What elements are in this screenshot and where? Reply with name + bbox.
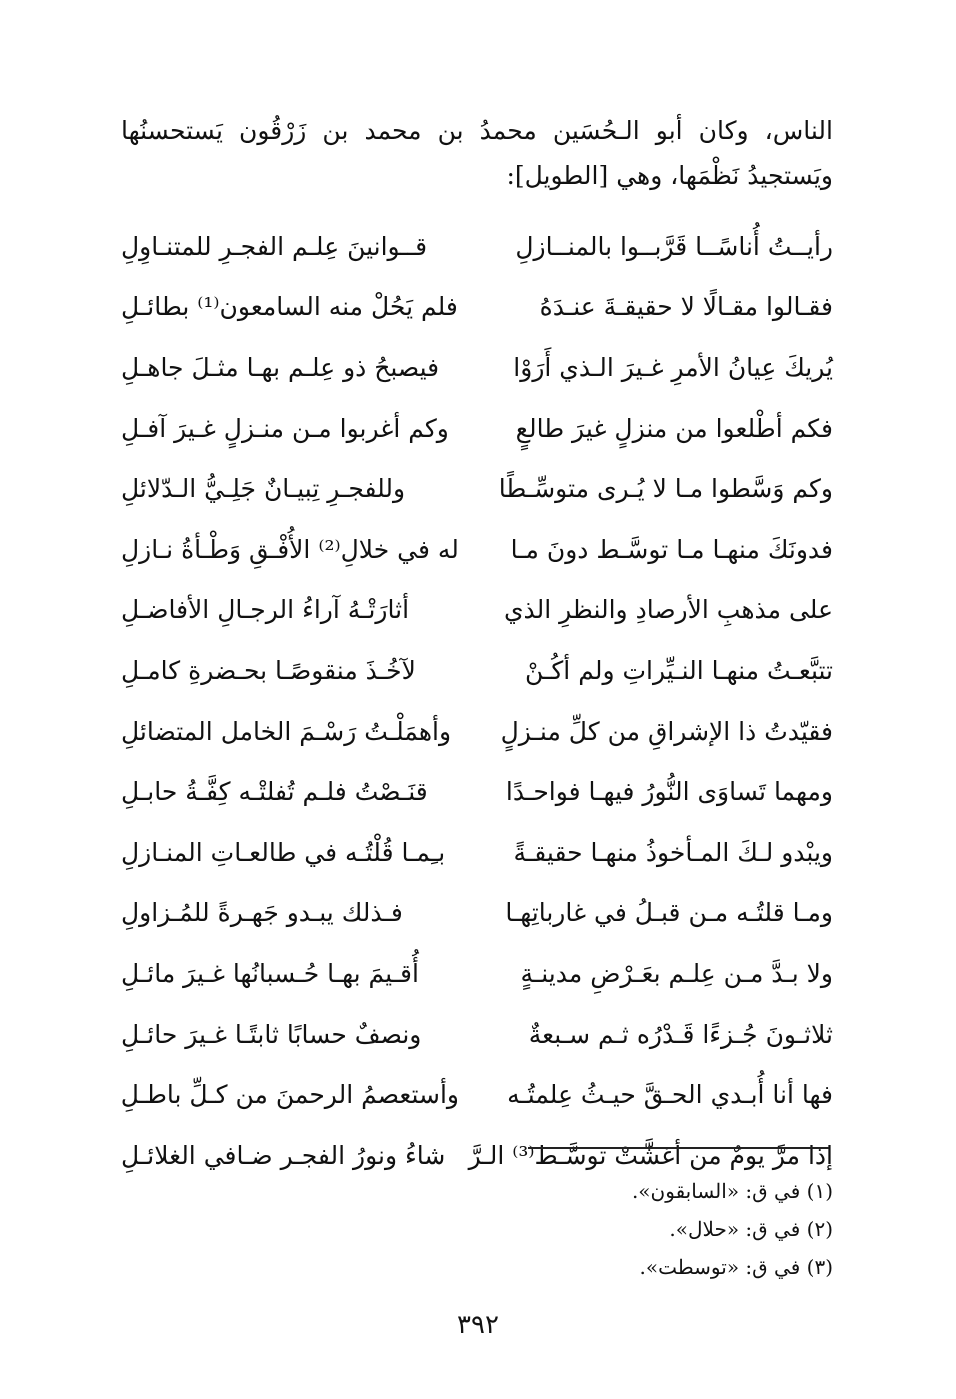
verse-line — [121, 580, 833, 641]
verse-first-hemistich: فقيّدتُ ذا الإشراقِ من كلِّ منـزلٍ — [500, 716, 833, 746]
verse-second-hemistich: أُقـيمَ بهـا حُـسبانُها غـيرَ مائـلِ — [121, 958, 419, 988]
verse-line — [121, 458, 833, 519]
page-number: ٣٩٢ — [457, 1310, 499, 1340]
verse-line — [121, 337, 833, 398]
verse-first-hemistich: ويبْدو لـكَ المـأخوذُ منهـا حقيقـةً — [513, 837, 833, 867]
verse-second-hemistich: أثارَتْـهُ آراءُ الرجـالِ الأفاضـلِ — [121, 595, 410, 625]
verse-second-hemistich: وأستعصمُ الرحمنَ من كـلِّ باطـلِ — [120, 1080, 459, 1110]
verse-second-hemistich: وأهمَلْـتُ رَسْـمَ الخامل المتضائلِ — [121, 716, 452, 746]
verse-first-hemistich: على مذهبِ الأرصادِ والنظرِ الذي — [503, 595, 833, 625]
verse-first-hemistich: فقـالوا مقـالًا لا حقيقـةَ عنـدَهُ — [539, 292, 833, 322]
verse-first-hemistich: ولا بـدَّ مـن عِلـم بعَـرْضِ مدينـةٍ — [520, 958, 833, 988]
verse-first-hemistich: ومـا قلتُـه مـن قبـلُ في غارباتِهـا — [505, 898, 833, 928]
verse-first-hemistich: رأيــتُ أُناسًــا قَرَّبــوا بالمنــازلِ — [515, 231, 833, 261]
footnotes — [121, 1172, 833, 1286]
verse-first-hemistich: إذا مرَّ يومٌ من أغشَّتْ توسَّـط⁽³⁾ الـرَّ — [468, 1140, 833, 1170]
verse-second-hemistich: فـذلك يبـدو جَهـرةً للمُـزاولِ — [121, 898, 403, 928]
verse-first-hemistich: ثلاثـونَ جُـزءًا قَـدْرُه ثـم سـبعةٌ — [528, 1019, 833, 1049]
verse-line — [121, 1064, 833, 1125]
verse-first-hemistich: تتبَّعـتُ منهـا النـيِّراتِ ولم أكُـنْ — [525, 655, 833, 685]
verse-second-hemistich: قــوانينَ عِلـم الفجـرِ للمتنـاوِلِ — [121, 231, 428, 261]
verse-first-hemistich: فدونَكَ منهـا مـا توسَّـط دونَ مـا — [510, 534, 833, 564]
verse-first-hemistich: وكم وَسَّطوا مـا لا يُـرى متوسِّـطًا — [498, 474, 833, 504]
verse-second-hemistich: له في خلالِ⁽²⁾ الأُفْـقِ وَطْـأةُ نـازلِ — [121, 534, 459, 564]
footnote: (١) في ق: «السابقون». — [631, 1179, 833, 1203]
verse-line — [121, 701, 833, 762]
poem — [121, 216, 833, 1186]
footnote-separator — [528, 1147, 829, 1149]
verse-first-hemistich: ومهما تَساوَى النُّورُ فيهـا فواحـدًا — [505, 777, 833, 807]
verse-line — [121, 216, 833, 277]
verse-line — [121, 883, 833, 944]
verse-second-hemistich: ونصفٌ حسابًا ثابتًـا غـيرَ حائـلِ — [121, 1019, 422, 1049]
verse-first-hemistich: فكم أطْلعوا من منزلٍ غيرَ طالعٍ — [515, 413, 833, 443]
verse-line — [121, 398, 833, 459]
verse-second-hemistich: بـِمـا قُلْتُـه في طالعـاتِ المنـازلِ — [121, 837, 446, 867]
footnote: (٢) في ق: «حلال». — [669, 1217, 833, 1241]
verse-line — [121, 519, 833, 580]
verse-first-hemistich: يُريكَ عِيانُ الأمرِ غـيرَ الـذي أَرَوْا — [513, 352, 833, 382]
verse-line — [121, 1004, 833, 1065]
verse-second-hemistich: قنَـصْتُ فلـم تُفلتْـه كِفَّـةُ حابـلِ — [121, 777, 428, 807]
verse-line — [121, 640, 833, 701]
verse-line — [121, 943, 833, 1004]
verse-second-hemistich: فيصبحُ ذو عِلـم بهـا مثـلَ جاهـلِ — [121, 352, 440, 382]
verse-second-hemistich: لآخُـذَ منقوصًـا بحـضرةِ كامـلِ — [121, 655, 416, 685]
verse-line — [121, 277, 833, 338]
verse-second-hemistich: وكم أغربوا مـن منـزلٍ غـيرَ آفـلِ — [121, 413, 449, 443]
intro-paragraph: الناس، وكان أبو الـحُسَين محمدُ بن محمد بن زَرْقُون يَستحسنُها ويَستجيدُ نَظْمَها، وهي [الطويل]: — [121, 116, 833, 190]
verse-line — [121, 822, 833, 883]
verse-second-hemistich: وللفجـرِ تِبيـانٌ جَلِـيُّ الـدّلائلِ — [121, 474, 406, 504]
verse-first-hemistich: فها أنا أُبـدي الحـقَّ حيـثُ عِلمتُـه — [507, 1080, 833, 1110]
verse-second-hemistich: فلم يَحُلْ منه السامعون⁽¹⁾ بطائـلِ — [121, 292, 458, 322]
footnote: (٣) في ق: «توسطت». — [639, 1255, 833, 1279]
verse-line — [121, 761, 833, 822]
verse-second-hemistich: شاءُ ونورُ الفجـر ضـافي الغلائـلِ — [121, 1140, 446, 1170]
